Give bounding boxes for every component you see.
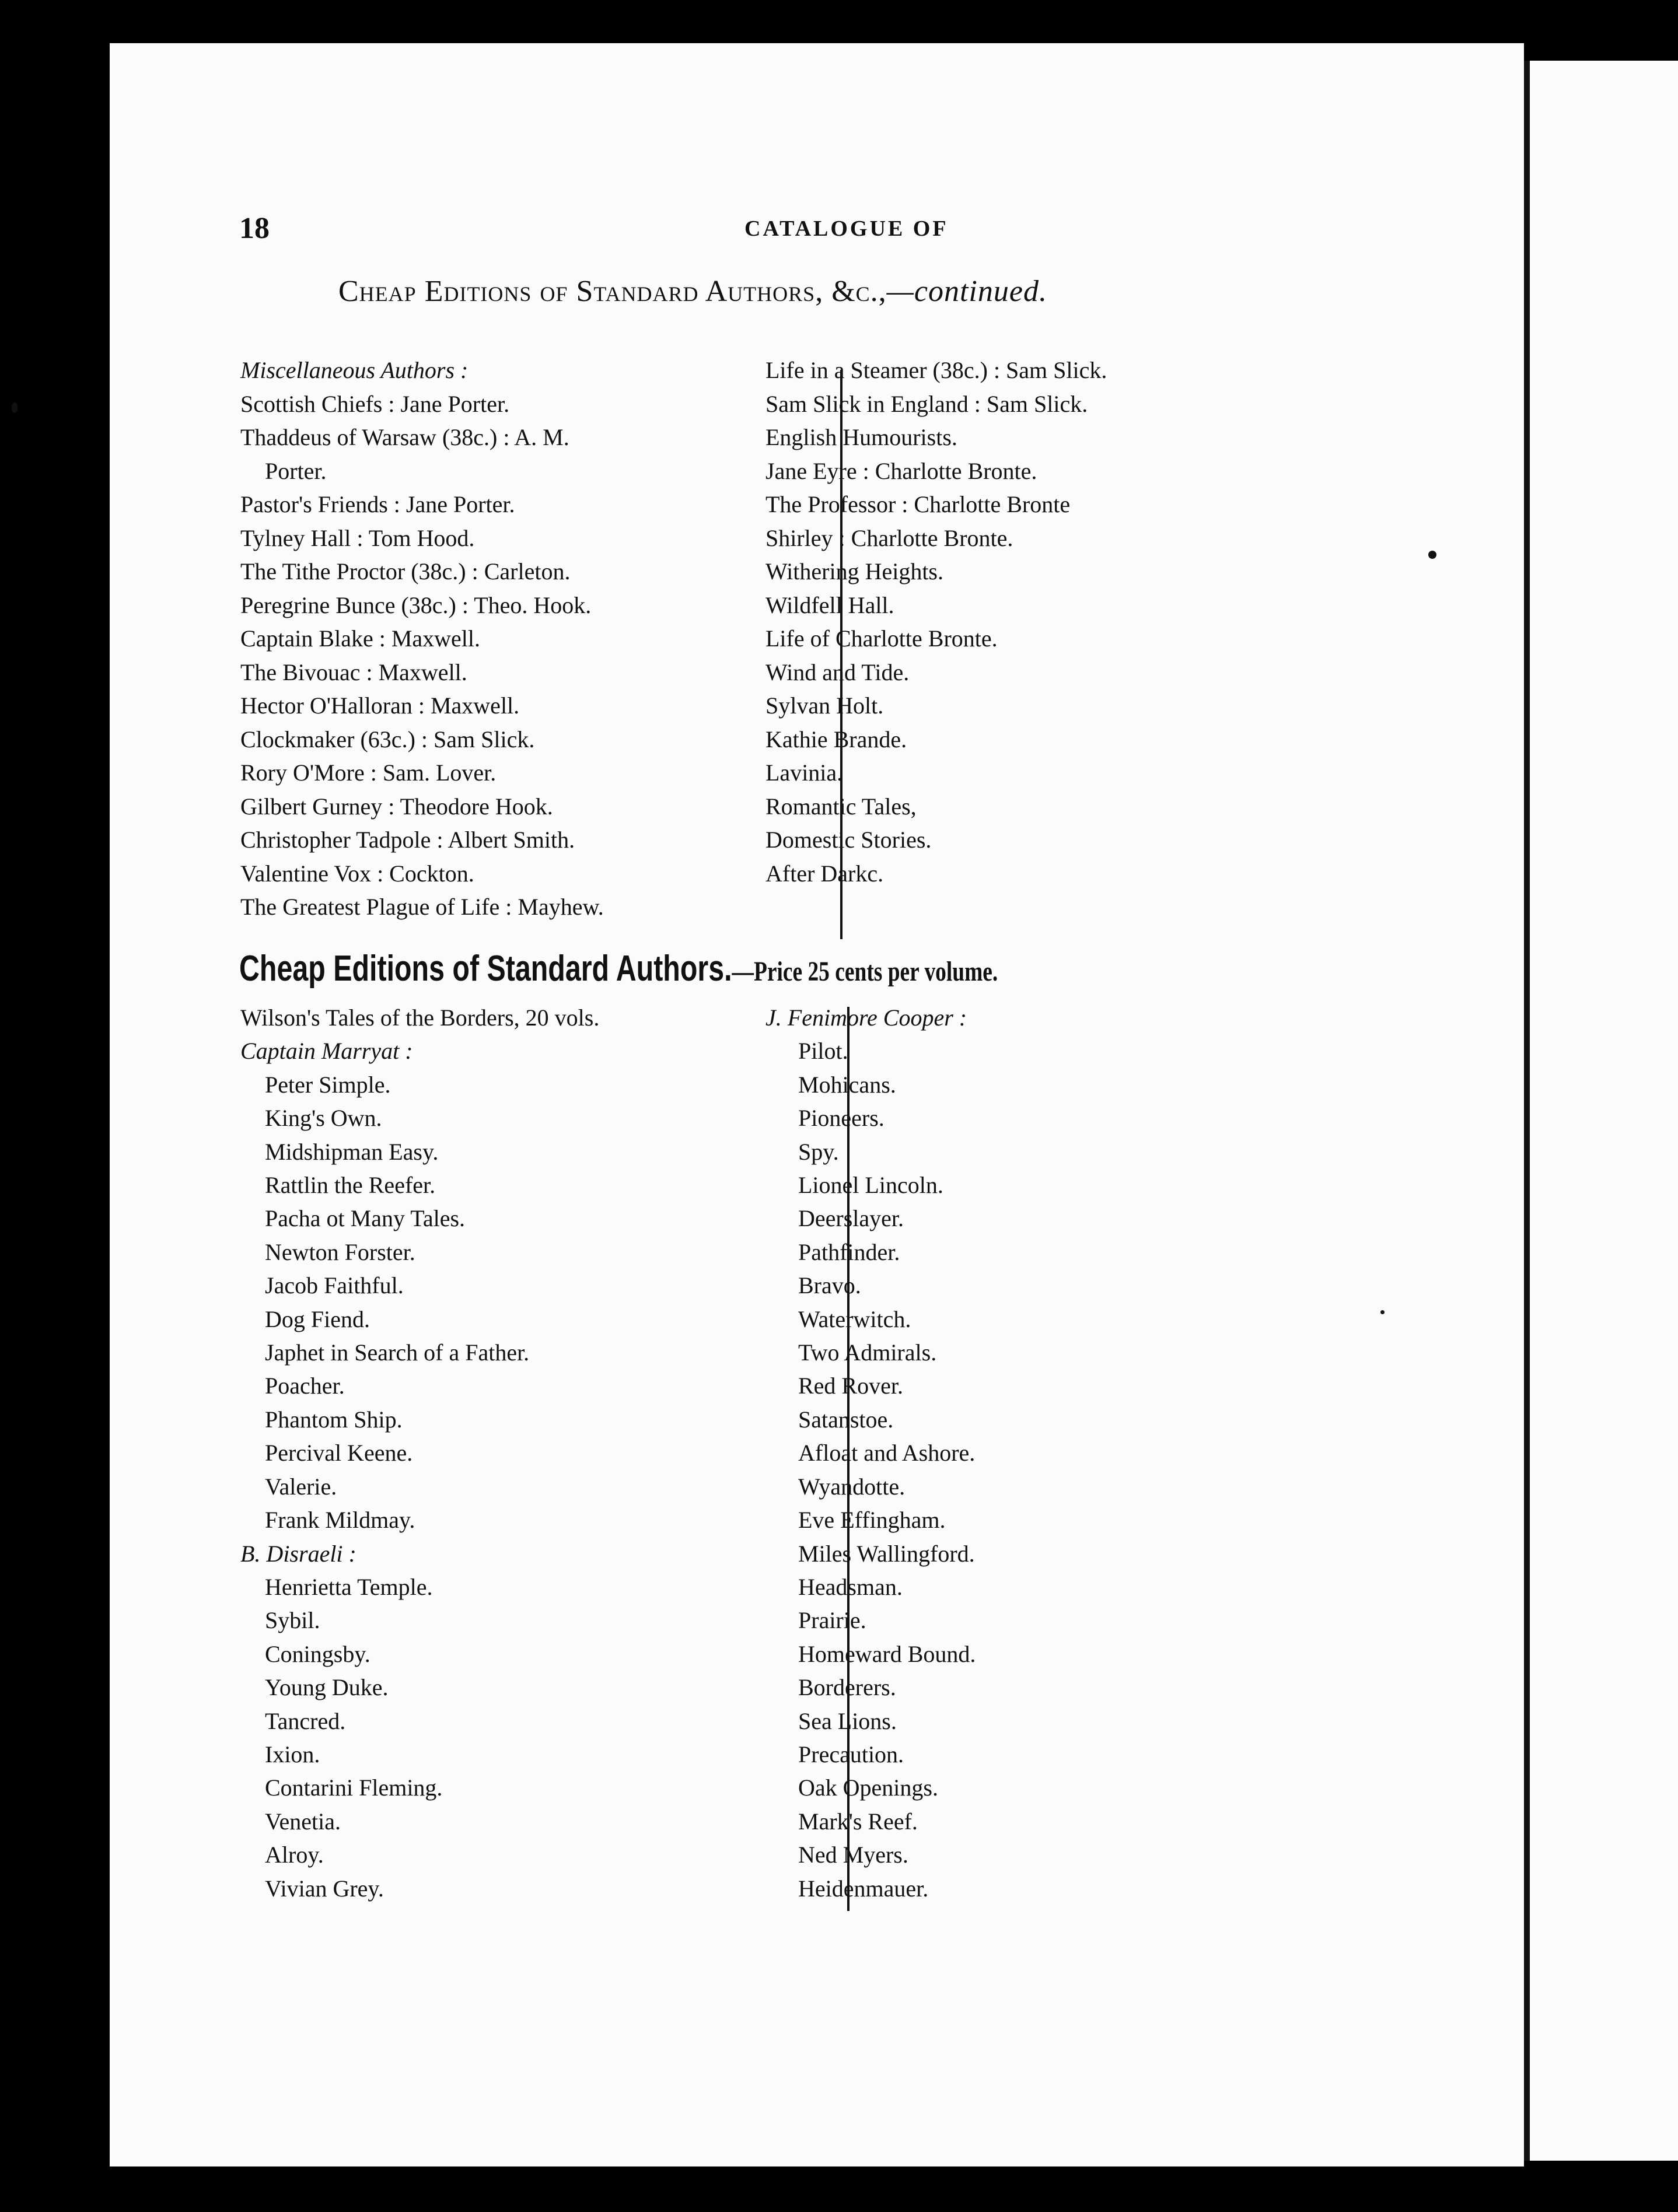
- catalogue-entry: Sylvan Holt.: [765, 692, 884, 719]
- catalogue-entry: Two Admirals.: [798, 1339, 937, 1366]
- catalogue-entry: Headsman.: [798, 1573, 903, 1600]
- catalogue-entry: Sea Lions.: [798, 1707, 897, 1734]
- catalogue-entry: Rattlin the Reefer.: [265, 1172, 436, 1199]
- catalogue-entry: Christopher Tadpole : Albert Smith.: [240, 827, 575, 853]
- catalogue-entry: Porter.: [265, 457, 327, 484]
- catalogue-entry: Peter Simple.: [265, 1071, 391, 1098]
- catalogue-entry: Pacha ot Many Tales.: [265, 1205, 466, 1232]
- author-heading: J. Fenimore Cooper :: [765, 1005, 967, 1031]
- catalogue-entry: The Tithe Proctor (38c.) : Carleton.: [240, 558, 571, 584]
- catalogue-entry: Hector O'Halloran : Maxwell.: [240, 692, 520, 719]
- catalogue-entry: Valentine Vox : Cockton.: [240, 860, 474, 887]
- section-title-continued: [338, 274, 1047, 309]
- catalogue-entry: Pilot.: [798, 1038, 848, 1065]
- catalogue-entry: Lavinia.: [765, 760, 843, 786]
- catalogue-entry: Newton Forster.: [265, 1238, 415, 1265]
- catalogue-entry: Clockmaker (63c.) : Sam Slick.: [240, 726, 535, 752]
- catalogue-entry: Gilbert Gurney : Theodore Hook.: [240, 793, 553, 820]
- catalogue-entry: Vivian Grey.: [265, 1875, 384, 1902]
- catalogue-entry: Jane Eyre : Charlotte Bronte.: [765, 457, 1037, 484]
- catalogue-entry: Frank Mildmay.: [265, 1507, 415, 1534]
- catalogue-entry: Ixion.: [265, 1741, 320, 1768]
- continued-label: —continued.: [886, 275, 1047, 308]
- catalogue-entry: English Humourists.: [765, 424, 957, 450]
- ink-speck: [1380, 1310, 1385, 1314]
- price-section-heading: [239, 948, 998, 989]
- section-title-text: Cheap Editions of Standard Authors, &c.,: [338, 275, 887, 308]
- catalogue-entry: Romantic Tales,: [765, 793, 917, 820]
- catalogue-entry: Contarini Fleming.: [265, 1774, 443, 1801]
- catalogue-entry: Poacher.: [265, 1373, 345, 1399]
- catalogue-entry: Alroy.: [265, 1842, 324, 1868]
- catalogue-entry: Wind and Tide.: [765, 659, 910, 685]
- catalogue-entry: Spy.: [798, 1138, 839, 1165]
- catalogue-entry: Afloat and Ashore.: [798, 1440, 976, 1466]
- catalogue-entry: Red Rover.: [798, 1373, 903, 1399]
- author-heading: Miscellaneous Authors :: [240, 357, 469, 383]
- page-gutter-line: [1524, 61, 1530, 2161]
- catalogue-entry: Mark's Reef.: [798, 1808, 918, 1835]
- catalogue-entry: Eve Effingham.: [798, 1507, 946, 1534]
- price-section-title: Cheap Editions of Standard Authors.: [239, 949, 732, 989]
- catalogue-entry: Homeward Bound.: [798, 1640, 976, 1667]
- misc-authors-left-column: [240, 354, 800, 924]
- catalogue-entry: Sybil.: [265, 1607, 320, 1634]
- catalogue-entry: Tancred.: [265, 1707, 346, 1734]
- catalogue-entry: Wyandotte.: [798, 1473, 906, 1500]
- cooper-column: [765, 1001, 976, 1905]
- catalogue-entry: Mohicans.: [798, 1071, 896, 1098]
- catalogue-entry: Pioneers.: [798, 1105, 885, 1132]
- catalogue-entry: Ned Myers.: [798, 1842, 908, 1868]
- catalogue-entry: The Bivouac : Maxwell.: [240, 659, 467, 685]
- ink-speck: [1428, 551, 1436, 559]
- catalogue-entry: Borderers.: [798, 1674, 896, 1701]
- running-head: CATALOGUE OF: [744, 216, 949, 241]
- catalogue-entry: Dog Fiend.: [265, 1306, 370, 1332]
- catalogue-entry: Miles Wallingford.: [798, 1540, 975, 1567]
- catalogue-entry: Wildfell Hall.: [765, 592, 894, 618]
- catalogue-entry: Tylney Hall : Tom Hood.: [240, 524, 475, 551]
- catalogue-entry: Pastor's Friends : Jane Porter.: [240, 491, 515, 517]
- catalogue-entry: Oak Openings.: [798, 1774, 938, 1801]
- catalogue-entry: Precaution.: [798, 1741, 904, 1768]
- catalogue-entry: Domestic Stories.: [765, 827, 932, 853]
- catalogue-entry: Percival Keene.: [265, 1440, 413, 1466]
- catalogue-entry: Peregrine Bunce (38c.) : Theo. Hook.: [240, 592, 592, 618]
- catalogue-entry: Life of Charlotte Bronte.: [765, 625, 998, 652]
- catalogue-entry: Sam Slick in England : Sam Slick.: [765, 390, 1088, 417]
- catalogue-entry: The Professor : Charlotte Bronte: [765, 491, 1071, 517]
- catalogue-entry: Pathfinder.: [798, 1238, 900, 1265]
- catalogue-entry: Kathie Brande.: [765, 726, 907, 752]
- catalogue-entry: Shirley : Charlotte Bronte.: [765, 524, 1013, 551]
- catalogue-entry: Wilson's Tales of the Borders, 20 vols.: [240, 1005, 600, 1031]
- ink-speck: [12, 402, 18, 413]
- author-heading: Captain Marryat :: [240, 1038, 413, 1065]
- misc-authors-right-column: [765, 354, 1291, 890]
- adjacent-page-edge: [1524, 61, 1678, 2161]
- catalogue-entry: Japhet in Search of a Father.: [265, 1339, 530, 1366]
- catalogue-entry: Withering Heights.: [765, 558, 943, 584]
- catalogue-entry: Phantom Ship.: [265, 1406, 403, 1433]
- catalogue-entry: Jacob Faithful.: [265, 1272, 404, 1299]
- catalogue-entry: Young Duke.: [265, 1674, 389, 1701]
- catalogue-entry: Heidenmauer.: [798, 1875, 929, 1902]
- catalogue-entry: After Darkc.: [765, 860, 884, 887]
- price-note: —Price 25 cents per volume.: [732, 956, 998, 987]
- catalogue-entry: The Greatest Plague of Life : Mayhew.: [240, 894, 604, 920]
- page-number: 18: [239, 212, 270, 245]
- catalogue-entry: Lionel Lincoln.: [798, 1172, 943, 1199]
- catalogue-entry: Rory O'More : Sam. Lover.: [240, 760, 497, 786]
- catalogue-entry: Waterwitch.: [798, 1306, 911, 1332]
- catalogue-entry: Midshipman Easy.: [265, 1138, 439, 1165]
- catalogue-entry: Prairie.: [798, 1607, 866, 1634]
- marryat-disraeli-column: [240, 1001, 599, 1905]
- catalogue-entry: Venetia.: [265, 1808, 341, 1835]
- catalogue-entry: Valerie.: [265, 1473, 337, 1500]
- catalogue-entry: Life in a Steamer (38c.) : Sam Slick.: [765, 357, 1107, 383]
- catalogue-entry: Captain Blake : Maxwell.: [240, 625, 481, 652]
- catalogue-entry: King's Own.: [265, 1105, 382, 1132]
- catalogue-entry: Coningsby.: [265, 1640, 370, 1667]
- catalogue-entry: Deerslayer.: [798, 1205, 904, 1232]
- catalogue-entry: Thaddeus of Warsaw (38c.) : A. M.: [240, 424, 569, 450]
- author-heading: B. Disraeli :: [240, 1540, 356, 1567]
- catalogue-entry: Satanstoe.: [798, 1406, 894, 1433]
- catalogue-entry: Bravo.: [798, 1272, 861, 1299]
- catalogue-entry: Henrietta Temple.: [265, 1573, 433, 1600]
- catalogue-entry: Scottish Chiefs : Jane Porter.: [240, 390, 510, 417]
